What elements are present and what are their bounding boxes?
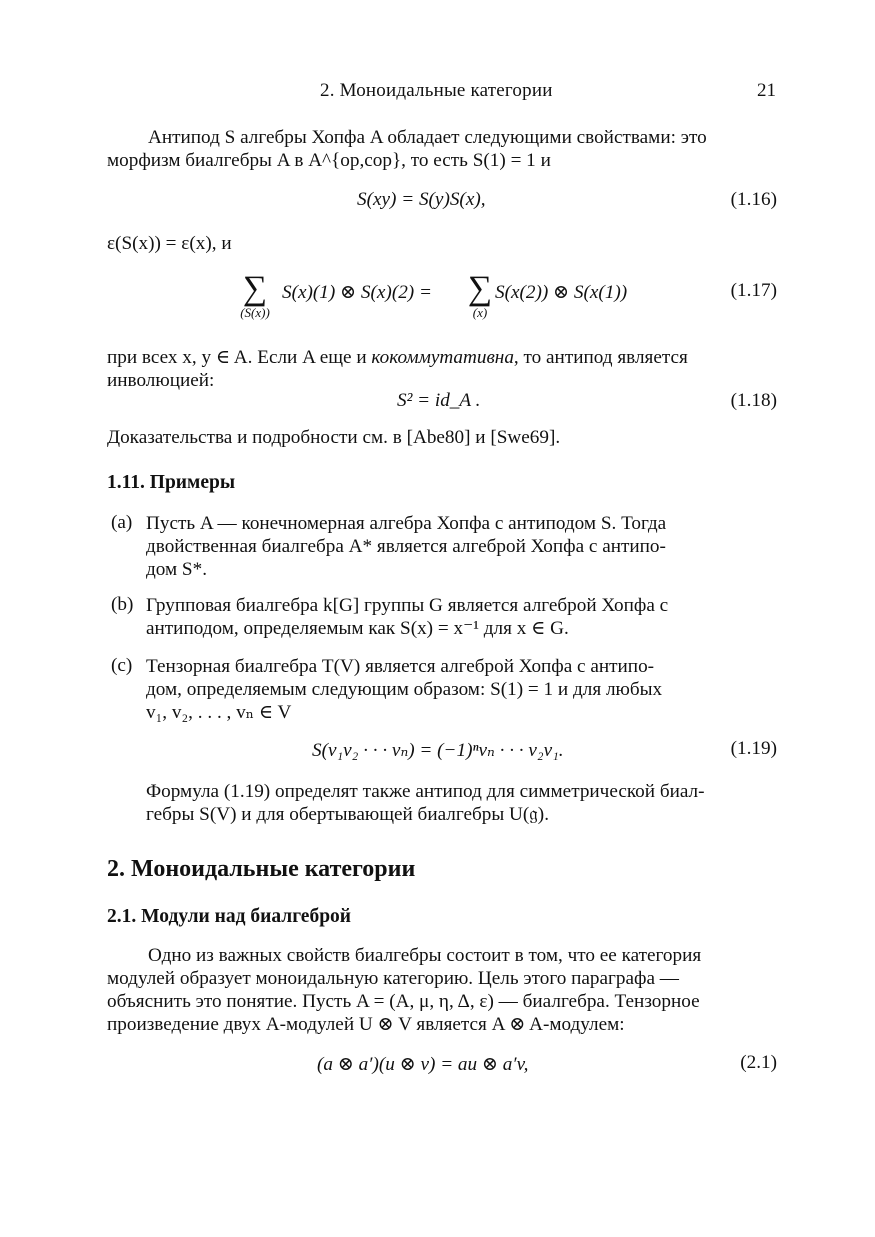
equation-number: (1.17) [730,280,777,301]
text-line: морфизм биалгебры A в A^{op,cop}, то есть S(1) = 1 и [107,150,551,171]
sum-symbol-lhs: ∑ (S(x)) [225,272,285,320]
equation-number: (2.1) [740,1052,777,1073]
subsection-heading: 2.1. Модули над биалгеброй [107,906,352,927]
equation-formula: S(xy) = S(y)S(x), [357,189,486,210]
text-line: Пусть A — конечномерная алгебра Хопфа с антиподом S. Тогда [146,513,667,534]
text-line: дом, определяемым следующим образом: S(1) = 1 и для любых [146,679,663,700]
equation-lhs-term: S(x)(1) ⊗ S(x)(2) = [282,282,432,303]
example-a [146,512,777,581]
text-line: гебры S(V) и для обертывающей биалгебры U(𝔤). [146,804,549,825]
text-line: Антипод S алгебры Хопфа A обладает следующими свойствами: это [148,127,707,148]
text-line: объяснить это понятие. Пусть A = (A, μ, η, Δ, ε) — биалгебра. Тензорное [107,991,700,1012]
text-fragment: , то антипод является [513,347,688,368]
equation-1-16 [107,189,777,217]
emphasized-term: кокоммутативна [371,347,514,368]
formula-note-paragraph [146,780,777,826]
equation-2-1 [107,1052,777,1080]
text-line: двойственная биалгебра A* является алгеброй Хопфа с антипо- [146,536,666,557]
equation-formula: S(v₁v₂ · · · vₙ) = (−1)ⁿvₙ · · · v₂v₁. [312,740,564,761]
text-line: дом S*. [146,559,207,580]
text-line: инволюцией: [107,370,215,391]
text-fragment: при всех x, y ∈ A. Если A еще и [107,347,372,368]
text-line: Формула (1.19) определят также антипод для симметрической биал- [146,781,705,802]
example-label: (a) [111,512,133,533]
sum-symbol-rhs: ∑ (x) [465,272,495,320]
equation-number: (1.19) [730,738,777,759]
cocommutative-paragraph [107,346,777,392]
sum-subscript: (x) [472,305,488,320]
equation-1-17 [107,272,777,332]
text-line: Одно из важных свойств биалгебры состоит в том, что ее категория [148,945,702,966]
equation-formula: S² = id_A . [397,390,481,411]
sum-subscript: (S(x)) [240,305,270,320]
text-line: Групповая биалгебра k[G] группы G является алгеброй Хопфа с [146,595,669,616]
text-line: антиподом, определяемым как S(x) = x⁻¹ для x ∈ G. [146,618,569,639]
page-number: 21 [757,80,776,101]
equation-1-19 [107,738,777,766]
text-line: модулей образует моноидальную категорию. Цель этого параграфа — [107,968,679,989]
section-heading: 2. Моноидальные категории [107,856,416,882]
text-line [107,346,777,369]
equation-number: (1.16) [730,189,777,210]
equation-rhs-term: S(x(2)) ⊗ S(x(1)) [495,282,628,303]
running-head [0,80,875,108]
text-line: v₁, v₂, . . . , vₙ ∈ V [146,702,292,723]
example-b [146,594,777,640]
antipode-intro-paragraph [107,126,777,172]
text-line: Тензорная биалгебра T(V) является алгеброй Хопфа с антипо- [146,656,655,677]
running-head-title: 2. Моноидальные категории [320,80,553,101]
modules-paragraph [107,944,777,1036]
references-line: Доказательства и подробности см. в [Abe80] и [Swe69]. [107,427,561,448]
example-label: (b) [111,594,134,615]
equation-number: (1.18) [730,390,777,411]
examples-heading: 1.11. Примеры [107,472,236,493]
text-line: произведение двух A-модулей U ⊗ V является A ⊗ A-модулем: [107,1014,625,1035]
equation-formula: (a ⊗ a′)(u ⊗ v) = au ⊗ a′v, [317,1054,529,1075]
counit-line: ε(S(x)) = ε(x), и [107,233,232,254]
example-c [146,655,777,724]
equation-1-18 [107,390,777,418]
example-label: (c) [111,655,133,676]
